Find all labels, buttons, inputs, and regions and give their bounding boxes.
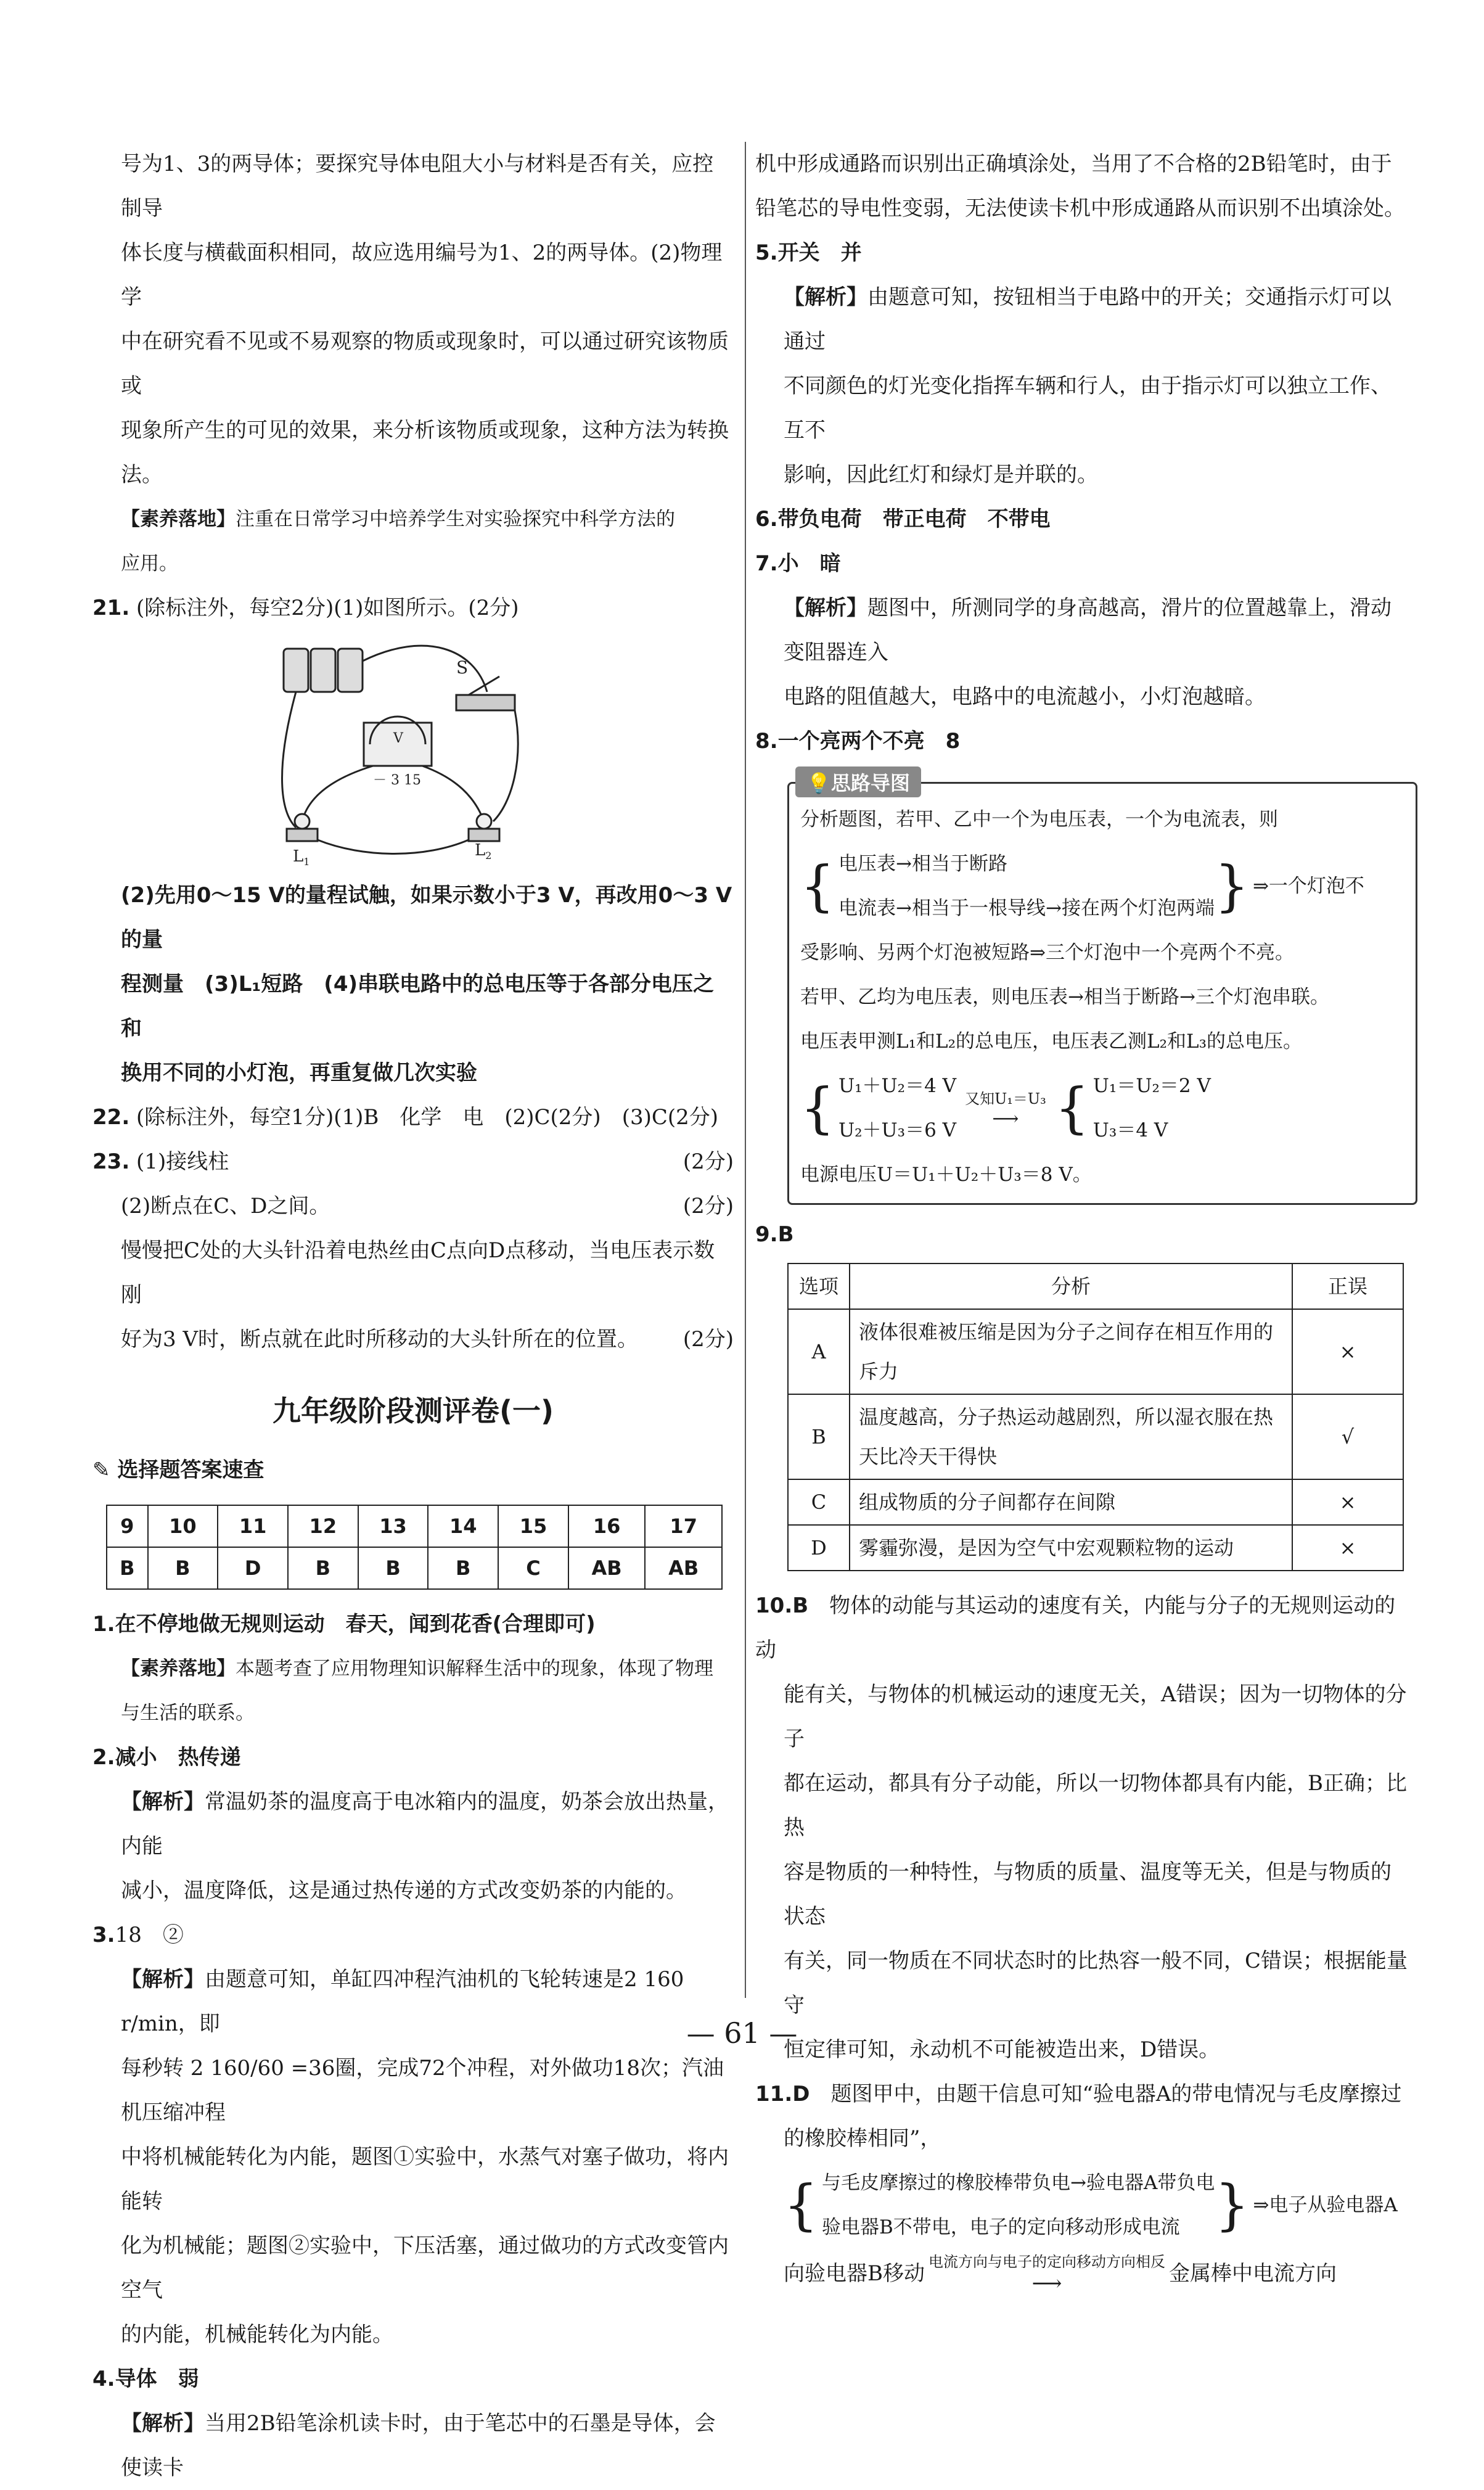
q21-line: (2)先用0～15 V的量程试触，如果示数小于3 V，再改用0～3 V的量 [121, 883, 732, 952]
circuit-diagram [271, 636, 734, 873]
arrow-icon: ⟶ [992, 1108, 1019, 1130]
column-divider [745, 142, 746, 1998]
mind-line: 受影响、另两个灯泡被短路⇒三个灯泡中一个亮两个不亮。 [800, 942, 1294, 964]
mind-line: 电流表→相当于一根导线→接在两个灯泡两端 [838, 897, 1215, 919]
q5-answer: 5.开关 并 [755, 240, 862, 265]
q10-cont: 能有关，与物体的机械运动的速度无关，A错误；因为一切物体的分子 [784, 1682, 1407, 1751]
q11-answer: 11.D 题图甲中，由题干信息可知“验电器A的带电情况与毛皮摩擦过 [755, 2082, 1402, 2106]
meter-terminals: － 3 15 [373, 773, 421, 788]
brace-icon: { [800, 854, 835, 918]
ans-val: C [498, 1547, 568, 1589]
ans-val: AB [568, 1547, 646, 1589]
brace-close-icon: } [1215, 2173, 1250, 2237]
suyang-note: 【素养落地】注重在日常学习中培养学生对实验探究中科学方法的 [121, 508, 675, 530]
q7-analysis: 【解析】题图中，所测同学的身高越高，滑片的位置越靠上，滑动变阻器连入 [784, 596, 1392, 665]
ans-val: B [107, 1547, 148, 1589]
q4-analysis: 【解析】当用2B铅笔涂机读卡时，由于笔芯中的石墨是导体，会使读卡 [121, 2411, 716, 2480]
q1-note-cont: 与生活的联系。 [121, 1702, 255, 1724]
table-row: D 雾霾弥漫，是因为空气中宏观颗粒物的运动 × [788, 1525, 1403, 1571]
right-cont-line: 机中形成通路而识别出正确填涂处，当用了不合格的2B铅笔时，由于 [755, 152, 1392, 176]
q21-line: 换用不同的小灯泡，再重复做几次实验 [121, 1061, 477, 1085]
q11-last-line: 向验电器B移动 电流方向与电子的定向移动方向相反 ⟶ 金属棒中电流方向 [755, 2250, 1409, 2296]
mind-line: U₃＝4 V [1093, 1119, 1168, 1141]
q23-line3: 慢慢把C处的大头针沿着电热丝由C点向D点移动，当电压表示数刚 [121, 1238, 715, 1307]
right-cont-line: 铅笔芯的导电性变弱，无法使读卡机中形成通路从而识别不出填涂处。 [755, 196, 1405, 221]
lamp1-label: $L_1$ [293, 847, 310, 868]
q2-analysis-cont: 减小，温度降低，这是通过热传递的方式改变奶茶的内能的。 [121, 1878, 687, 1903]
left-cont-line: 现象所产生的可见的效果，来分析该物质或现象，这种方法为转换法。 [121, 418, 729, 487]
mind-line: 电压表→相当于断路 [838, 853, 1007, 875]
brace-icon: { [784, 2173, 818, 2237]
mind-arrow-label: 又知U₁＝U₃ [965, 1090, 1046, 1107]
q11-cont: 的橡胶棒相同”， [784, 2126, 941, 2151]
brace-icon: { [800, 1076, 835, 1140]
left-cont-line: 体长度与横截面积相同，故应选用编号为1、2的两导体。(2)物理学 [121, 240, 723, 310]
ans-num: 10 [148, 1505, 218, 1547]
mind-map-title: 💡思路导图 [795, 766, 921, 797]
ans-num: 9 [107, 1505, 148, 1547]
q5-analysis: 【解析】由题意可知，按钮相当于电路中的开关；交通指示灯可以通过 [784, 285, 1392, 354]
q11-brace-result: ⇒电子从验电器A [1253, 2194, 1398, 2216]
left-column [92, 142, 734, 2490]
mind-line: U₁＝U₂＝2 V [1093, 1075, 1211, 1097]
q10-answer: 10.B 物体的动能与其运动的速度有关，内能与分子的无规则运动的动 [755, 1593, 1396, 1662]
table-header: 选项 [788, 1263, 850, 1309]
ans-num: 16 [568, 1505, 646, 1547]
left-cont-line: 号为1、3的两导体；要探究导体电阻大小与材料是否有关，应控制导 [121, 152, 714, 221]
q5-analysis-cont: 影响，因此红灯和绿灯是并联的。 [784, 462, 1098, 487]
mind-brace-2 [800, 1064, 1404, 1153]
suyang-note-cont: 应用。 [121, 553, 178, 575]
ans-val: B [288, 1547, 358, 1589]
ans-val: D [218, 1547, 288, 1589]
mind-line: U₂＋U₃＝6 V [838, 1119, 957, 1141]
q11-brace-line: 与毛皮摩擦过的橡胶棒带负电→验电器A带负电 [822, 2172, 1215, 2194]
ans-num: 14 [428, 1505, 498, 1547]
analysis-table [787, 1263, 1404, 1571]
q3-analysis: 【解析】由题意可知，单缸四冲程汽油机的飞轮转速是2 160 r/min，即 [121, 1967, 684, 2036]
q3-analysis-cont: 中将机械能转化为内能，题图①实验中，水蒸气对塞子做功，将内能转 [121, 2145, 729, 2214]
q10-cont: 容是物质的一种特性，与物质的质量、温度等无关，但是与物质的状态 [784, 1860, 1392, 1929]
quick-answer-title: ✎ 选择题答案速查 [92, 1458, 264, 1482]
q23-line4: 好为3 V时，断点就在此时所移动的大头针所在的位置。 (2分) [121, 1327, 734, 1352]
meter-label: V [393, 731, 403, 746]
q11-brace [755, 2161, 1409, 2250]
arrow-icon: ⟶ [1031, 2271, 1062, 2296]
mind-line: 电源电压U＝U₁＋U₂＋U₃＝8 V。 [800, 1164, 1092, 1186]
page-number: — 61 — [686, 2016, 798, 2050]
ans-val: B [358, 1547, 428, 1589]
table-header: 分析 [850, 1263, 1292, 1309]
table-row: B 温度越高，分子热运动越剧烈，所以湿衣服在热天比冷天干得快 √ [788, 1394, 1403, 1479]
table-header: 正误 [1292, 1263, 1403, 1309]
q22: 22. (除标注外，每空1分)(1)B 化学 电 (2)C(2分) (3)C(2分) [92, 1105, 719, 1130]
ans-num: 13 [358, 1505, 428, 1547]
q21-header: 21. (除标注外，每空2分)(1)如图所示。(2分) [92, 596, 519, 620]
q10-cont: 恒定律可知，永动机不可能被造出来，D错误。 [784, 2037, 1220, 2062]
q1-note: 【素养落地】本题考查了应用物理知识解释生活中的现象，体现了物理 [121, 1658, 713, 1680]
q3-analysis-cont: 的内能，机械能转化为内能。 [121, 2322, 393, 2347]
ans-val: AB [645, 1547, 722, 1589]
mind-brace-1 [800, 842, 1404, 931]
q2-answer: 2.减小 热传递 [92, 1745, 241, 1770]
ans-num: 11 [218, 1505, 288, 1547]
mind-line: U₁＋U₂＝4 V [838, 1075, 957, 1097]
q7-answer: 7.小 暗 [755, 551, 841, 576]
ans-val: B [148, 1547, 218, 1589]
q11-brace-line: 验电器B不带电，电子的定向移动形成电流 [822, 2216, 1180, 2238]
right-column [755, 142, 1409, 2296]
q8-answer: 8.一个亮两个不亮 8 [755, 729, 961, 754]
q11-arrow-label: 电流方向与电子的定向移动方向相反 [929, 2253, 1165, 2270]
q7-analysis-cont: 电路的阻值越大，电路中的电流越小，小灯泡越暗。 [784, 684, 1266, 709]
mind-line: 若甲、乙均为电压表，则电压表→相当于断路→三个灯泡串联。 [800, 986, 1329, 1008]
q9-answer: 9.B [755, 1222, 794, 1247]
left-cont-line: 中在研究看不见或不易观察的物质或现象时，可以通过研究该物质或 [121, 329, 729, 398]
lightbulb-icon: 💡 [806, 771, 831, 795]
q23-row1: 23. (1)接线柱 (2分) [92, 1149, 734, 1174]
q1-answer: 1.在不停地做无规则运动 春天，闻到花香(合理即可) [92, 1612, 596, 1637]
mind-line: 电压表甲测L₁和L₂的总电压，电压表乙测L₂和L₃的总电压。 [800, 1030, 1303, 1053]
switch-label: S [456, 657, 469, 678]
brace-close-icon: } [1214, 854, 1249, 918]
q3-analysis-cont: 化为机械能；题图②实验中，下压活塞，通过做功的方式改变管内空气 [121, 2233, 729, 2303]
ans-num: 12 [288, 1505, 358, 1547]
mind-map-box [787, 771, 1417, 1205]
lamp2-label: $L_2$ [475, 841, 492, 861]
q4-answer: 4.导体 弱 [92, 2367, 199, 2391]
q21-line: 程测量 (3)L₁短路 (4)串联电路中的总电压等于各部分电压之和 [121, 972, 715, 1041]
q6-answer: 6.带负电荷 带正电荷 不带电 [755, 507, 1051, 532]
pencil-icon: ✎ [92, 1458, 110, 1482]
q23-row2: (2)断点在C、D之间。 (2分) [121, 1194, 734, 1218]
answer-table [106, 1505, 723, 1590]
ans-val: B [428, 1547, 498, 1589]
ans-num: 17 [645, 1505, 722, 1547]
q3-analysis-cont: 每秒转 2 160/60 =36圈，完成72个冲程，对外做功18次；汽油机压缩冲程 [121, 2056, 724, 2125]
mind-line: 分析题图，若甲、乙中一个为电压表，一个为电流表，则 [800, 808, 1278, 831]
ans-num: 15 [498, 1505, 568, 1547]
q10-cont: 都在运动，都具有分子动能，所以一切物体都具有内能，B正确；比热 [784, 1771, 1407, 1840]
q2-analysis: 【解析】常温奶茶的温度高于电冰箱内的温度，奶茶会放出热量，内能 [121, 1789, 729, 1859]
mind-line: ⇒一个灯泡不 [1252, 875, 1364, 897]
q3-answer: 3.18 ② [92, 1923, 184, 1947]
brace-icon: { [1054, 1076, 1089, 1140]
table-row: A 液体很难被压缩是因为分子之间存在相互作用的斥力 × [788, 1309, 1403, 1394]
table-row: C 组成物质的分子间都存在间隙 × [788, 1479, 1403, 1525]
section-title: 九年级阶段测评卷(一) [272, 1394, 554, 1428]
q10-cont: 有关，同一物质在不同状态时的比热容一般不同，C错误；根据能量守 [784, 1949, 1408, 2018]
q5-analysis-cont: 不同颜色的灯光变化指挥车辆和行人，由于指示灯可以独立工作、互不 [784, 374, 1392, 443]
